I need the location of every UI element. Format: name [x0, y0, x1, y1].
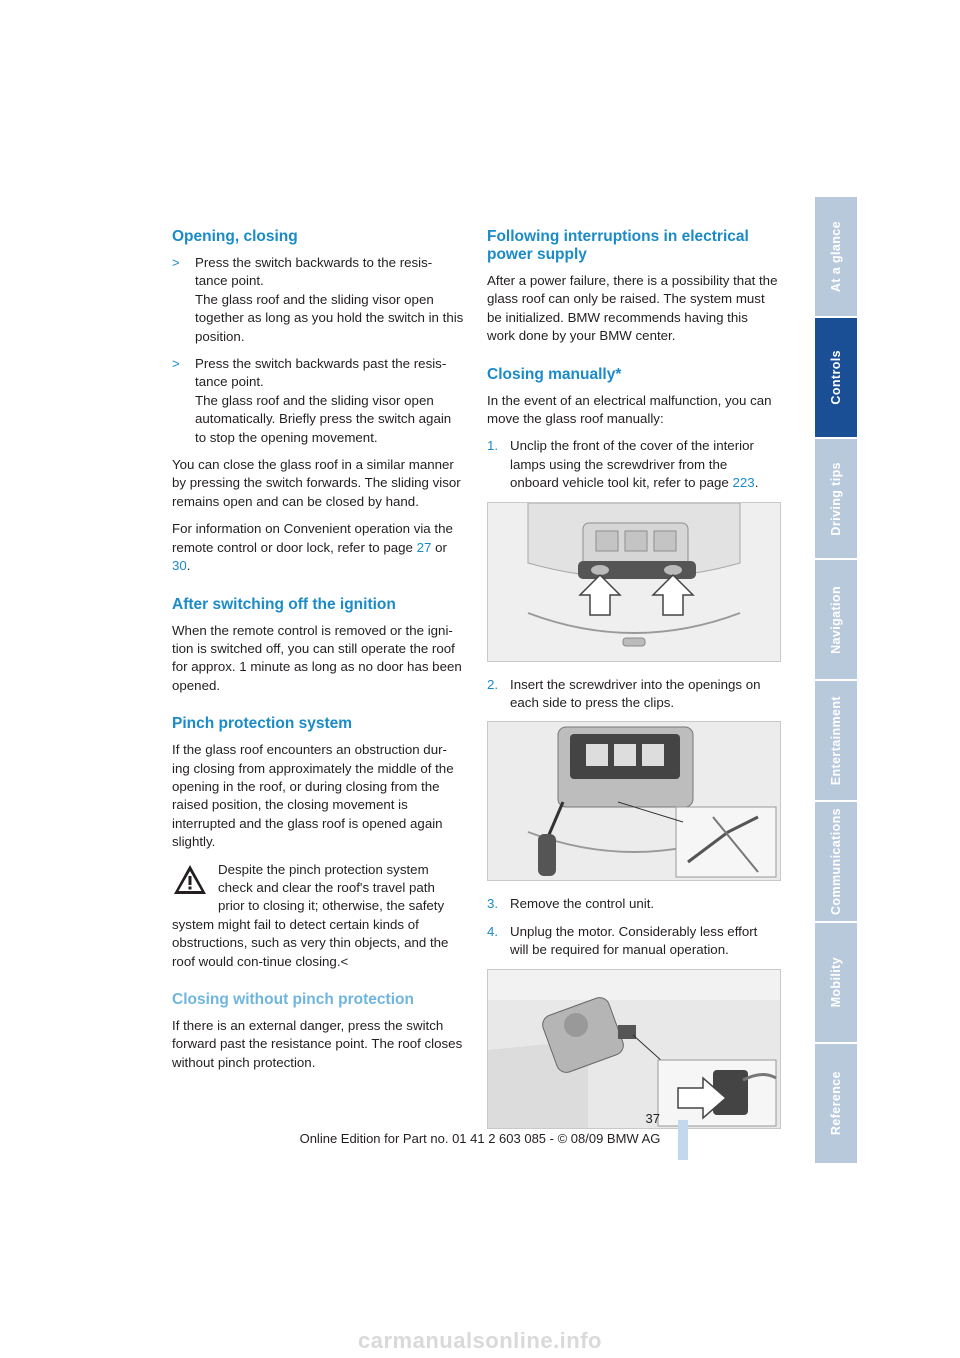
heading-after-ignition: After switching off the ignition	[172, 595, 396, 613]
step-number: 4.	[487, 923, 499, 939]
warning-text: Despite the pinch protection system check and clear the roof's travel path prior to closing it; otherwise, the safety system might fail to detect certain kinds of obstructions, such as very thin objects, and the roof would con-tinue closing.	[172, 861, 449, 969]
text: .	[186, 558, 191, 574]
paragraph-close: You can close the glass roof in a similar manner by pressing the switch forwards. The sliding visor remains open and can be closed by hand.	[172, 457, 461, 509]
step-text: Insert the screwdriver into the openings on each side to press the clips.	[510, 676, 761, 711]
heading-without-pinch: Closing without pinch protection	[172, 991, 414, 1008]
tab-label: Entertainment	[829, 695, 843, 786]
tab-label: Mobility	[829, 957, 843, 1008]
bullet-text: The glass roof and the sliding visor open automatically. Briefly press the switch again to stop the opening movement.	[195, 392, 452, 445]
page-link-223[interactable]: 223	[732, 475, 755, 491]
step-text: Unclip the front of the cover of the interior lamps using the screwdriver from the onboard vehicle tool kit, refer to page	[510, 438, 754, 491]
figure-interior-lamp-cover	[487, 502, 781, 662]
step-text: Unplug the motor. Considerably less effort will be required for manual operation.	[510, 923, 758, 958]
left-column	[172, 228, 464, 1081]
figure-screwdriver-clips	[487, 721, 781, 881]
page-link-27[interactable]: 27	[416, 539, 432, 555]
heading-opening-closing: Opening, closing	[172, 228, 298, 245]
bullet-marker: >	[172, 255, 180, 270]
page-link-30[interactable]: 30	[172, 558, 187, 574]
heading-power-interrupt: Following interruptions in electrical power supply	[487, 228, 749, 263]
heading-pinch-protection: Pinch protection system	[172, 715, 353, 733]
tab-label: Driving tips	[829, 461, 843, 536]
page-number: 37	[645, 1111, 660, 1126]
right-column	[487, 228, 779, 1143]
tab-label: Controls	[829, 350, 843, 405]
tab-label: At a glance	[829, 220, 843, 293]
step-item	[487, 923, 779, 960]
bullet-text: Press the switch backwards to the resis-tance point.	[195, 255, 433, 289]
bullet-text: The glass roof and the sliding visor open together as long as you hold the switch in this position.	[195, 291, 464, 344]
step-number: 1.	[487, 438, 499, 454]
motor-connector-illustration	[488, 970, 780, 1128]
end-marker: <	[340, 953, 349, 969]
paragraph-after: When the remote control is removed or the igni-tion is switched off, you can still operate the roof for approx. 1 minute as long as no door has been opened.	[172, 622, 462, 693]
tab-at-a-glance[interactable]	[815, 197, 857, 316]
text: For information on Convenient operation via the remote control or door lock, refer to page	[172, 521, 453, 555]
warning-note	[172, 861, 464, 971]
lamp-cover-illustration	[488, 503, 780, 661]
heading-closing-manually: Closing manually*	[487, 365, 622, 383]
paragraph-interrupt: After a power failure, there is a possibility that the glass roof can only be raised. The system must be initialized. BMW recommends having this work done by your BMW center.	[487, 273, 778, 344]
figure-motor-connector	[487, 969, 781, 1129]
tab-label: Reference	[829, 1071, 843, 1136]
bullet-item	[172, 254, 464, 346]
bullet-marker: >	[172, 356, 180, 372]
text: or	[431, 539, 447, 555]
paragraph-pinch: If the glass roof encounters an obstruction dur-ing closing from approximately the middle of the opening in the roof, or during closing from the raised position, the closing movement is interrupted and the glass roof is opened again slightly.	[172, 742, 454, 850]
bullet-item	[172, 355, 464, 447]
bullet-text: Press the switch backwards past the resis-tance point.	[195, 356, 447, 390]
watermark: carmanualsonline.info	[358, 1328, 602, 1353]
step-number: 3.	[487, 896, 499, 912]
tab-navigation[interactable]	[815, 560, 857, 679]
screwdriver-illustration	[488, 722, 780, 880]
paragraph-info	[172, 520, 464, 575]
step-item	[487, 895, 779, 913]
tab-communications[interactable]	[815, 802, 857, 921]
tab-mobility[interactable]	[815, 923, 857, 1042]
footer-edition: Online Edition for Part no. 01 41 2 603 085 - © 08/09 BMW AG	[299, 1131, 661, 1146]
tab-driving-tips[interactable]	[815, 439, 857, 558]
tab-controls[interactable]	[815, 318, 857, 437]
tab-label: Communications	[829, 808, 843, 915]
step-item	[487, 676, 779, 713]
step-number: 2.	[487, 676, 499, 692]
step-text: Remove the control unit.	[510, 896, 655, 912]
text: .	[754, 475, 759, 491]
warning-triangle-icon	[172, 863, 208, 897]
step-item	[487, 437, 779, 492]
paragraph-without: If there is an external danger, press the switch forward past the resistance point. The roof closes without pinch protection.	[172, 1018, 463, 1070]
chapter-tabs	[815, 197, 857, 1165]
tab-entertainment[interactable]	[815, 681, 857, 800]
tab-label: Navigation	[829, 585, 843, 654]
paragraph-manual: In the event of an electrical malfunction, you can move the glass roof manually:	[487, 392, 772, 427]
